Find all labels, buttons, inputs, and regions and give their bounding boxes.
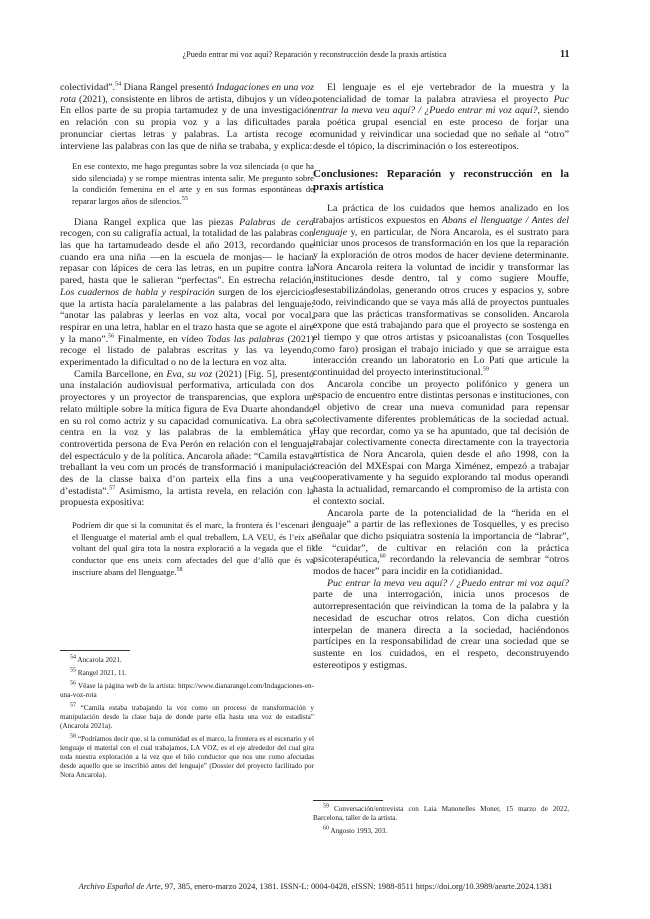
paragraph: Puc entrar la meva veu aquí? / ¿Puedo entrar mi voz aquí? parte de una interrogación, inicia unos procesos de autorrepresentación que reivindican la toma de la palabra y la necesidad de escuchar otros relatos. Con dicha cuestión interpelan de manera directa a la sociedad, haciéndonos partícipes en la responsabilidad de crear una sociedad que se sustente en los cuidados, en el respeto, deconstruyendo estereotipos y estigmas. [313,577,569,671]
running-title: ¿Puedo entrar mi voz aquí? Reparación y reconstrucción desde la praxis artística [182,50,447,59]
paragraph: Ancarola concibe un proyecto polifónico y genera un espacio de encuentro entre distintas personas e instituciones, con el objetivo de crear una nueva comunidad para repensar colectivamente diferentes problemáticas de la sociedad actual. Hay que recordar, como ya se ha apuntado, que tal decisión de trabajar colectivamente conecta directamente con la trayectoria artística de Nora Ancarola, quien desde el año 1998, con la creación del MXEspai con Marga Ximénez, empezó a trabajar cooperativamente y ha seguido explorando tal modus operandi hasta la actualidad, remarcando el compromiso de la artista con el contexto social. [313,378,569,507]
footnote-ref[interactable]: 56 [108,333,115,340]
right-column [313,82,569,671]
footnote-rule [60,650,130,651]
left-column [60,82,314,589]
footnote: $^{55}$ Rangel 2021, 11. [70,667,127,677]
footnote: $^{54}$ Ancarola 2021. [70,654,122,664]
footnote-ref[interactable]: 60 [379,554,386,561]
footnote-ref[interactable]: 58 [176,566,183,573]
paragraph: Camila Barcellone, en Eva, su voz (2021) [Fig. 5], presentó una instalación audiovisual performativa, articulada con dos proyectores y un proyector de transparencias, que explora un relato múltiple sobre la mítica figura de Eva Duarte ahondando en su rol como actriz y su capacidad comunicativa. La obra se centra en la voz y las palabras de la emblemática y controvertida persona de Eva Perón en relación con el lenguaje del espectáculo y de la política. Ancarola añade: “Camila estava treballant la veu com un procés de transformació i manipulació des de la classe baixa d’on parteix ella fins a una veu d’estadista”.$^{57}$ Asimismo, la artista revela, en relación con la propuesta expositiva: [60,368,314,509]
paragraph: colectividad”.$^{54}$ Diana Rangel presentó Indagaciones en una voz rota (2021), consistente en libros de artista, dibujos y un vídeo. En ellos parte de su propia tartamudez y de una investigación en relación con su propia voz y a las dificultades para pronunciar ciertas letras y palabras. La artista recoge e interviene las palabras con las que de niña se trababa, y explica: [60,81,314,152]
footnote: $^{57}$ “Camila estaba trabajando la voz como un proceso de transformación y manipulación desde la clase baja de donde parte ella hasta una voz de estadista” (Ancarola 2021a). [60,702,314,730]
footnote-ref[interactable]: 55 [181,196,188,203]
footnote: $^{58}$ “Podríamos decir que, si la comunidad es el marco, la frontera es el escenario y el lenguaje el material con el cual trabajamos, LA VOZ, es el eje alrededor del cual gira toda nuestra exploración a la vez que el hilo conductor que nos une como afectadas desde aquello que se inscribió antes del lenguaje” (Dossier del proyecto facilitado por Nora Ancarola). [60,733,314,779]
footnote: $^{56}$ Véase la página web de la artista: https://www.dianarangel.com/Indagaciones-en-una-voz-rota [60,680,314,699]
footnote-ref[interactable]: 59 [483,366,490,373]
footnote: $^{59}$ Conversación/entrevista con Laia Manonelles Moner, 15 marzo de 2022, Barcelona, taller de la artista. [313,803,569,822]
journal-footer: Archivo Español de Arte, 97, 385, enero-marzo 2024, 1381. ISSN-L: 0004-0428, eISSN: 1988-8511 https://doi.org/10.3989/aearte.2024.1381 [78,882,553,891]
footnote: $^{60}$ Angosto 1993, 203. [323,825,388,835]
footnote-ref[interactable]: 57 [109,485,116,492]
footnote-rule [313,800,383,801]
footnotes-right [313,805,569,840]
footnotes-left [60,656,314,784]
block-quote: En ese contexto, me hago preguntas sobre la voz silenciada (o que ha sido silenciada) y se rompe mientras intenta salir. Me pregunto sobre la condición femenina en el arte y en sus formas espontáneas de reparar largos años de silencios.$^{55}$ [72,161,314,206]
paragraph: Ancarola parte de la potencialidad de la “herida en el lenguaje” a partir de las reflexiones de Tosquelles, y es preciso señalar que dicho psiquiatra sostenía la importancia de “labrar”, de “cuidar”, de cultivar en relación con la práctica psicoterapéutica,$^{60}$ recordando la relevancia de sembrar “otros modos de hacer” para incidir en la cotidianidad. [313,507,569,578]
section-heading: Conclusiones: Reparación y reconstrucción en la praxis artística [313,168,569,193]
block-quote: Podríem dir que si la comunitat és el marc, la frontera és l’escenari i el llenguatge el material amb el qual treballem, LA VEU, és l’eix al voltant del qual gira tota la nostra exploració a la vegada que el fil conductor que ens uneix com afectades del que d’allò que és va inscriure abans del llenguatge.$^{58}$ [72,520,314,577]
paragraph: El lenguaje es el eje vertebrador de la muestra y la potencialidad de tomar la palabra atraviesa el proyecto Puc entrar la meva veu aquí? / ¿Puedo entrar mi voz aquí?, siendo la poética grupal esencial en este proceso de forjar una comunidad y reivindicar una sociedad que no señale al “otro” desde el tópico, la discriminación o los estereotipos. [313,82,569,152]
paragraph: Diana Rangel explica que las piezas Palabras de cera recogen, con su caligrafía actual, la totalidad de las palabras con las que ha tartamudeado desde el año 2013, recordando que cuando era una niña —en la escuela de monjas— le hacían repasar con lápices de cera las letras, en un pupitre contra la pared, hasta que le salieran “perfectas”. En estrecha relación, Los cuadernos de habla y respiración surgen de los ejercicios que la artista hacía paralelamente a las palabras del lenguaje: “anotar las palabras y leerlas en voz alta, vocal por vocal, respirar en una letra, hablar en el trazo hasta que se agote el aire y la mano”.$^{56}$ Finalmente, en vídeo Todas las palabras (2021) recoge el listado de palabras escritas y las va leyendo, experimentado la dificultad o no de la lectura en voz alta. [60,216,315,369]
page-number: 11 [560,49,570,60]
paragraph: La práctica de los cuidados que hemos analizado en los trabajos artísticos expuestos en Abans el llenguatge / Antes del lenguaje y, en particular, de Nora Ancarola, es el sustrato para iniciar unos procesos de transformación en los que la reparación y la exploración de otros modos de hacer deviene determinante. Nora Ancarola reitera la voluntad de incidir y transformar las instituciones desde dentro, tal y como sugiere Mouffe, desestabilizándolas, generando otros cruces y espacios y, sobre todo, reivindicando que se vaya más allá de proyectos puntuales para que las prácticas transformativas se consoliden. Ancarola expone que está trabajando para que el proyecto se sostenga en el tiempo y que otros artistas y psicoanalistas (con Tosquelles como faro) prosigan el trabajo iniciado y que se arraigue esta interacción creando un laboratorio en Lo Pati que articule la continuidad del proyecto interinstitucional.$^{59}$ [313,203,569,379]
footnote-ref[interactable]: 54 [115,81,122,88]
